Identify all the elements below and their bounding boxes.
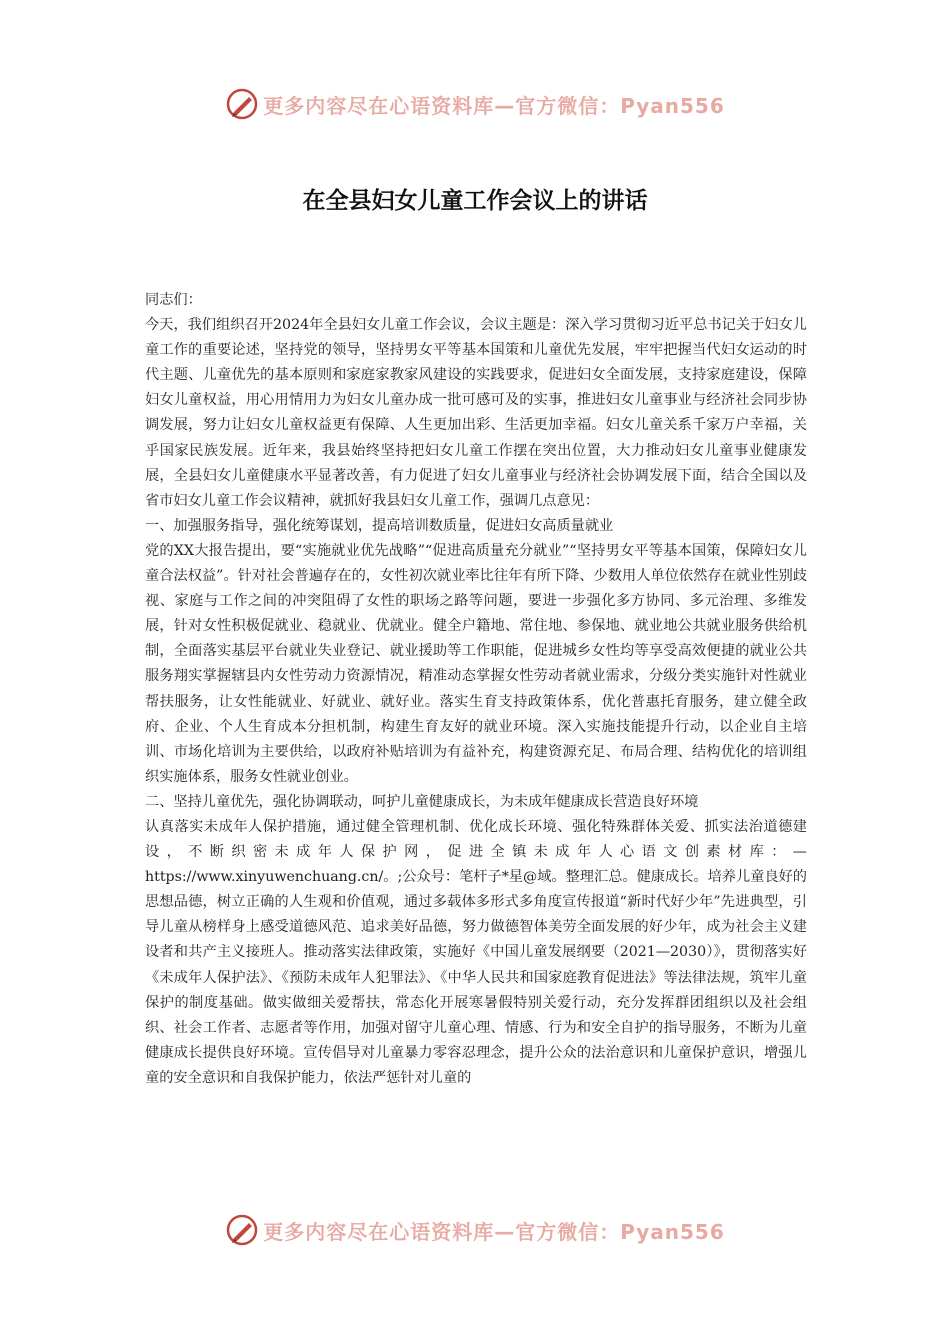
watermark-text: 更多内容尽在心语资料库—官方微信：Pyan556 <box>263 1219 725 1244</box>
section-body-2: 认真落实未成年人保护措施，通过健全管理机制、优化成长环境、强化特殊群体关爱、抓实法治道德建设，不断织密未成年人保护网，促进全镇未成年人心语文创素材库：—https://www.xinyuwenchuang.cn/。;公众号：笔杆子*星@域。整理汇总。健康成长。培养儿童良好的思想品德，树立正确的人生观和价值观，通过多载体多形式多角度宣传报道“新时代好少年”先进典型，引导儿童从榜样身上感受道德风范、追求美好品德，努力做德智体美劳全面发展的好少年，成为社会主义建设者和共产主义接班人。推动落实法律政策，实施好《中国儿童发展纲要（2021—2030）》，贯彻落实好《未成年人保护法》、《预防未成年人犯罪法》、《中华人民共和国家庭教育促进法》等法律法规，筑牢儿童保护的制度基础。做实做细关爱帮扶，常态化开展寒暑假特别关爱行动，充分发挥群团组织以及社会组织、社会工作者、志愿者等作用，加强对留守儿童心理、情感、行为和安全自护的指导服务，不断为儿童健康成长提供良好环境。宣传倡导对儿童暴力零容忍理念，提升公众的法治意识和儿童保护意识，增强儿童的安全意识和自我保护能力，依法严惩针对儿童的 <box>145 818 807 1086</box>
intro-paragraph: 今天，我们组织召开2024年全县妇女儿童工作会议，会议主题是：深入学习贯彻习近平总书记关于妇女儿童工作的重要论述，坚持党的领导，坚持男女平等基本国策和儿童优先发展，牢牢把握当代妇女运动的时代主题、儿童优先的基本原则和家庭家教家风建设的实践要求，促进妇女全面发展，支持家庭建设，保障妇女儿童权益，用心用情用力为妇女儿童办成一批可感可及的实事，推进妇女儿童事业与经济社会同步协调发展，努力让妇女儿童权益更有保障、人生更加出彩、生活更加幸福。妇女儿童关系千家万户幸福，关乎国家民族发展。近年来，我县始终坚持把妇女儿童工作摆在突出位置，大力推动妇女儿童事业健康发展，全县妇女儿童健康水平显著改善，有力促进了妇女儿童事业与经济社会协调发展下面，结合全国以及省市妇女儿童工作会议精神，就抓好我县妇女儿童工作，强调几点意见： <box>145 317 807 509</box>
header-watermark-banner <box>0 84 950 124</box>
document-body <box>145 288 807 1091</box>
watermark-text: 更多内容尽在心语资料库—官方微信：Pyan556 <box>263 93 725 118</box>
pen-logo-icon <box>225 87 259 121</box>
section-body-1: 党的XX大报告提出，要“实施就业优先战略”“促进高质量充分就业”“坚持男女平等基本国策，保障妇女儿童合法权益”。针对社会普遍存在的，女性初次就业率比往年有所下降、少数用人单位依然存在就业性别歧视、家庭与工作之间的冲突阻碍了女性的职场之路等问题，要进一步强化多方协同、多元治理、多维发展，针对女性积极促就业、稳就业、优就业。健全户籍地、常住地、参保地、就业地公共就业服务供给机制，全面落实基层平台就业失业登记、就业援助等工作职能，促进城乡女性均等享受高效便捷的就业公共服务翔实掌握辖县内女性劳动力资源情况，精准动态掌握女性劳动者就业需求，分级分类实施针对性就业帮扶服务，让女性能就业、好就业、就好业。落实生育支持政策体系，优化普惠托育服务，建立健全政府、企业、个人生育成本分担机制，构建生育友好的就业环境。深入实施技能提升行动，以企业自主培训、市场化培训为主要供给，以政府补贴培训为有益补充，构建资源充足、布局合理、结构优化的培训组织实施体系，服务女性就业创业。 <box>145 542 807 785</box>
salutation: 同志们： <box>145 292 202 308</box>
document-title: 在全县妇女儿童工作会议上的讲话 <box>302 188 648 214</box>
footer-watermark-banner <box>0 1210 950 1250</box>
section-heading-2: 二、坚持儿童优先，强化协调联动，呵护儿童健康成长，为未成年健康成长营造良好环境 <box>145 793 699 810</box>
pen-logo-icon <box>225 1213 259 1247</box>
section-heading-1: 一、加强服务指导，强化统筹谋划，提高培训数质量，促进妇女高质量就业 <box>145 517 614 534</box>
